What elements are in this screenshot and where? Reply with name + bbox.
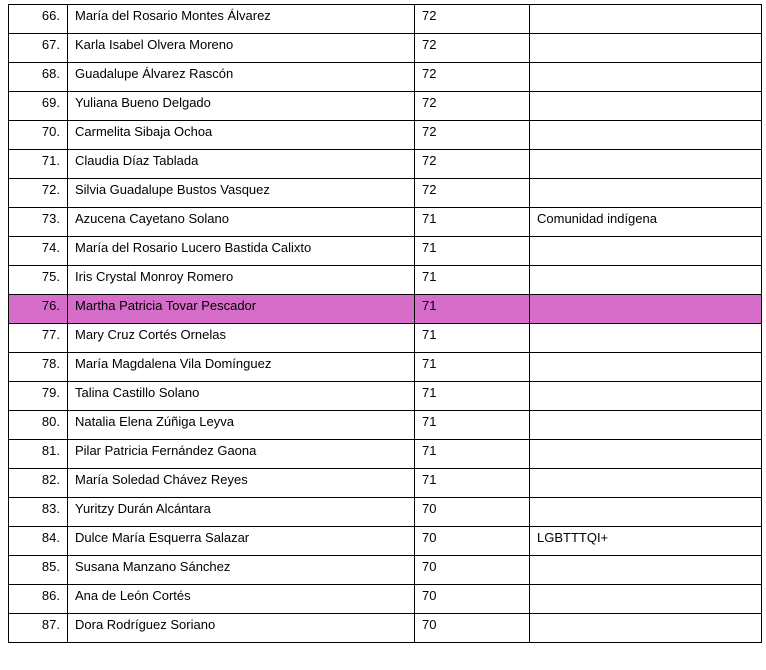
table-row [9, 121, 762, 150]
note-cell [530, 440, 762, 469]
score-cell: 70 [415, 614, 530, 643]
table-row [9, 411, 762, 440]
row-number-cell: 68. [9, 63, 68, 92]
note-cell [530, 295, 762, 324]
score-cell: 70 [415, 585, 530, 614]
score-cell: 71 [415, 411, 530, 440]
row-number-cell: 75. [9, 266, 68, 295]
table-row [9, 324, 762, 353]
candidate-name-cell: Talina Castillo Solano [68, 382, 415, 411]
table-row [9, 556, 762, 585]
table-row [9, 92, 762, 121]
score-cell: 70 [415, 556, 530, 585]
note-cell [530, 556, 762, 585]
note-cell [530, 266, 762, 295]
candidate-name-cell: Yuliana Bueno Delgado [68, 92, 415, 121]
row-number-cell: 86. [9, 585, 68, 614]
table-row [9, 585, 762, 614]
row-number-cell: 74. [9, 237, 68, 266]
score-cell: 72 [415, 150, 530, 179]
row-number-cell: 78. [9, 353, 68, 382]
candidate-name-cell: Ana de León Cortés [68, 585, 415, 614]
note-cell [530, 34, 762, 63]
score-cell: 70 [415, 498, 530, 527]
candidate-name-cell: Dulce María Esquerra Salazar [68, 527, 415, 556]
candidate-name-cell: Karla Isabel Olvera Moreno [68, 34, 415, 63]
candidates-table [8, 4, 762, 643]
row-number-cell: 82. [9, 469, 68, 498]
note-cell: Comunidad indígena [530, 208, 762, 237]
table-row [9, 150, 762, 179]
row-number-cell: 73. [9, 208, 68, 237]
candidate-name-cell: Iris Crystal Monroy Romero [68, 266, 415, 295]
note-cell [530, 411, 762, 440]
score-cell: 71 [415, 382, 530, 411]
table-row [9, 382, 762, 411]
table-row [9, 63, 762, 92]
table-row [9, 5, 762, 34]
row-number-cell: 79. [9, 382, 68, 411]
row-number-cell: 77. [9, 324, 68, 353]
row-number-cell: 87. [9, 614, 68, 643]
note-cell [530, 382, 762, 411]
candidate-name-cell: Claudia Díaz Tablada [68, 150, 415, 179]
score-cell: 72 [415, 121, 530, 150]
row-number-cell: 72. [9, 179, 68, 208]
note-cell: LGBTTTQI+ [530, 527, 762, 556]
note-cell [530, 179, 762, 208]
table-row [9, 614, 762, 643]
note-cell [530, 121, 762, 150]
row-number-cell: 71. [9, 150, 68, 179]
note-cell [530, 353, 762, 382]
candidate-name-cell: Susana Manzano Sánchez [68, 556, 415, 585]
candidate-name-cell: María Magdalena Vila Domínguez [68, 353, 415, 382]
table-row [9, 527, 762, 556]
candidate-name-cell: Guadalupe Álvarez Rascón [68, 63, 415, 92]
candidate-name-cell: Natalia Elena Zúñiga Leyva [68, 411, 415, 440]
candidate-name-cell: María del Rosario Montes Álvarez [68, 5, 415, 34]
row-number-cell: 76. [9, 295, 68, 324]
note-cell [530, 614, 762, 643]
row-number-cell: 70. [9, 121, 68, 150]
note-cell [530, 585, 762, 614]
candidate-name-cell: Carmelita Sibaja Ochoa [68, 121, 415, 150]
table-row [9, 266, 762, 295]
table-row [9, 498, 762, 527]
table-row [9, 469, 762, 498]
table-row [9, 179, 762, 208]
score-cell: 72 [415, 5, 530, 34]
note-cell [530, 237, 762, 266]
table-row [9, 353, 762, 382]
note-cell [530, 92, 762, 121]
row-number-cell: 83. [9, 498, 68, 527]
candidate-name-cell: Mary Cruz Cortés Ornelas [68, 324, 415, 353]
score-cell: 72 [415, 34, 530, 63]
score-cell: 72 [415, 179, 530, 208]
note-cell [530, 150, 762, 179]
note-cell [530, 63, 762, 92]
table-row [9, 237, 762, 266]
score-cell: 71 [415, 208, 530, 237]
candidate-name-cell: Silvia Guadalupe Bustos Vasquez [68, 179, 415, 208]
candidate-name-cell: Martha Patricia Tovar Pescador [68, 295, 415, 324]
row-number-cell: 80. [9, 411, 68, 440]
score-cell: 71 [415, 237, 530, 266]
candidate-name-cell: Pilar Patricia Fernández Gaona [68, 440, 415, 469]
score-cell: 71 [415, 295, 530, 324]
table-row [9, 34, 762, 63]
table-row [9, 208, 762, 237]
note-cell [530, 5, 762, 34]
candidate-name-cell: Azucena Cayetano Solano [68, 208, 415, 237]
row-number-cell: 69. [9, 92, 68, 121]
table-row-highlighted [9, 295, 762, 324]
row-number-cell: 66. [9, 5, 68, 34]
row-number-cell: 84. [9, 527, 68, 556]
score-cell: 70 [415, 527, 530, 556]
score-cell: 71 [415, 440, 530, 469]
score-cell: 71 [415, 324, 530, 353]
note-cell [530, 469, 762, 498]
table-row [9, 440, 762, 469]
row-number-cell: 81. [9, 440, 68, 469]
score-cell: 71 [415, 266, 530, 295]
note-cell [530, 498, 762, 527]
row-number-cell: 67. [9, 34, 68, 63]
note-cell [530, 324, 762, 353]
candidate-name-cell: María del Rosario Lucero Bastida Calixto [68, 237, 415, 266]
row-number-cell: 85. [9, 556, 68, 585]
score-cell: 72 [415, 92, 530, 121]
score-cell: 71 [415, 353, 530, 382]
score-cell: 71 [415, 469, 530, 498]
candidate-name-cell: María Soledad Chávez Reyes [68, 469, 415, 498]
candidate-name-cell: Dora Rodríguez Soriano [68, 614, 415, 643]
table-body [9, 5, 762, 643]
candidate-name-cell: Yuritzy Durán Alcántara [68, 498, 415, 527]
score-cell: 72 [415, 63, 530, 92]
